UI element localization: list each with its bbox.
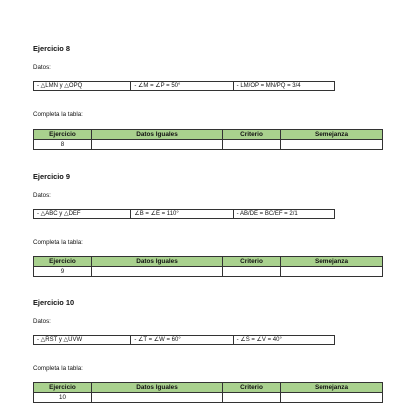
exercise-8-section bbox=[33, 44, 383, 148]
header-ejercicio: Ejercicio bbox=[34, 257, 92, 267]
header-criterio: Criterio bbox=[223, 130, 281, 140]
header-criterio: Criterio bbox=[223, 257, 281, 267]
datos-cell: - ∠S = ∠V = 40° bbox=[236, 337, 282, 343]
exercise-title: Ejercicio 9 bbox=[33, 172, 70, 181]
header-semejanza: Semejanza bbox=[281, 383, 383, 393]
exercise-9-section bbox=[33, 172, 383, 275]
table-header-row bbox=[34, 130, 383, 140]
completa-label: Completa la tabla: bbox=[33, 365, 83, 372]
datos-cell: - ∠M = ∠P = 50° bbox=[131, 82, 233, 90]
completa-label: Completa la tabla: bbox=[33, 111, 83, 118]
datos-cell: - △LMN y △OPQ bbox=[34, 82, 131, 90]
datos-label: Datos: bbox=[33, 192, 51, 199]
header-datos-iguales: Datos Iguales bbox=[92, 257, 223, 267]
header-datos-iguales: Datos Iguales bbox=[92, 383, 223, 393]
table-row bbox=[34, 267, 383, 277]
datos-cell: - LM/OP = MN/PQ = 3/4 bbox=[236, 83, 301, 89]
exercise-10-section bbox=[33, 298, 383, 401]
answer-table bbox=[33, 382, 383, 403]
cell-criterio[interactable] bbox=[223, 140, 281, 150]
datos-cell: - △RST y △UVW bbox=[34, 336, 131, 344]
datos-label: Datos: bbox=[33, 318, 51, 325]
header-ejercicio: Ejercicio bbox=[34, 383, 92, 393]
table-header-row bbox=[34, 257, 383, 267]
cell-semejanza[interactable] bbox=[281, 267, 383, 277]
answer-table bbox=[33, 129, 383, 150]
datos-cell: - ∠T = ∠W = 60° bbox=[131, 336, 233, 344]
completa-label: Completa la tabla: bbox=[33, 239, 83, 246]
cell-semejanza[interactable] bbox=[281, 393, 383, 403]
table-row bbox=[34, 140, 383, 150]
exercise-title: Ejercicio 10 bbox=[33, 298, 75, 307]
table-row bbox=[34, 393, 383, 403]
datos-cell: - △ABC y △DEF bbox=[34, 210, 131, 218]
answer-table bbox=[33, 256, 383, 277]
exercise-title: Ejercicio 8 bbox=[33, 44, 70, 53]
header-datos-iguales: Datos Iguales bbox=[92, 130, 223, 140]
datos-cell: ∠B = ∠E = 110° bbox=[131, 210, 233, 218]
datos-cell: - AB/DE = BC/EF = 2/1 bbox=[236, 211, 298, 217]
cell-ejercicio: 8 bbox=[34, 140, 92, 150]
cell-semejanza[interactable] bbox=[281, 140, 383, 150]
cell-datos-iguales[interactable] bbox=[92, 393, 223, 403]
datos-box bbox=[33, 81, 335, 91]
cell-ejercicio: 10 bbox=[34, 393, 92, 403]
datos-box bbox=[33, 209, 335, 219]
header-ejercicio: Ejercicio bbox=[34, 130, 92, 140]
cell-criterio[interactable] bbox=[223, 267, 281, 277]
datos-box bbox=[33, 335, 335, 345]
cell-criterio[interactable] bbox=[223, 393, 281, 403]
header-semejanza: Semejanza bbox=[281, 130, 383, 140]
datos-label: Datos: bbox=[33, 64, 51, 71]
header-semejanza: Semejanza bbox=[281, 257, 383, 267]
cell-datos-iguales[interactable] bbox=[92, 140, 223, 150]
table-header-row bbox=[34, 383, 383, 393]
cell-ejercicio: 9 bbox=[34, 267, 92, 277]
header-criterio: Criterio bbox=[223, 383, 281, 393]
cell-datos-iguales[interactable] bbox=[92, 267, 223, 277]
